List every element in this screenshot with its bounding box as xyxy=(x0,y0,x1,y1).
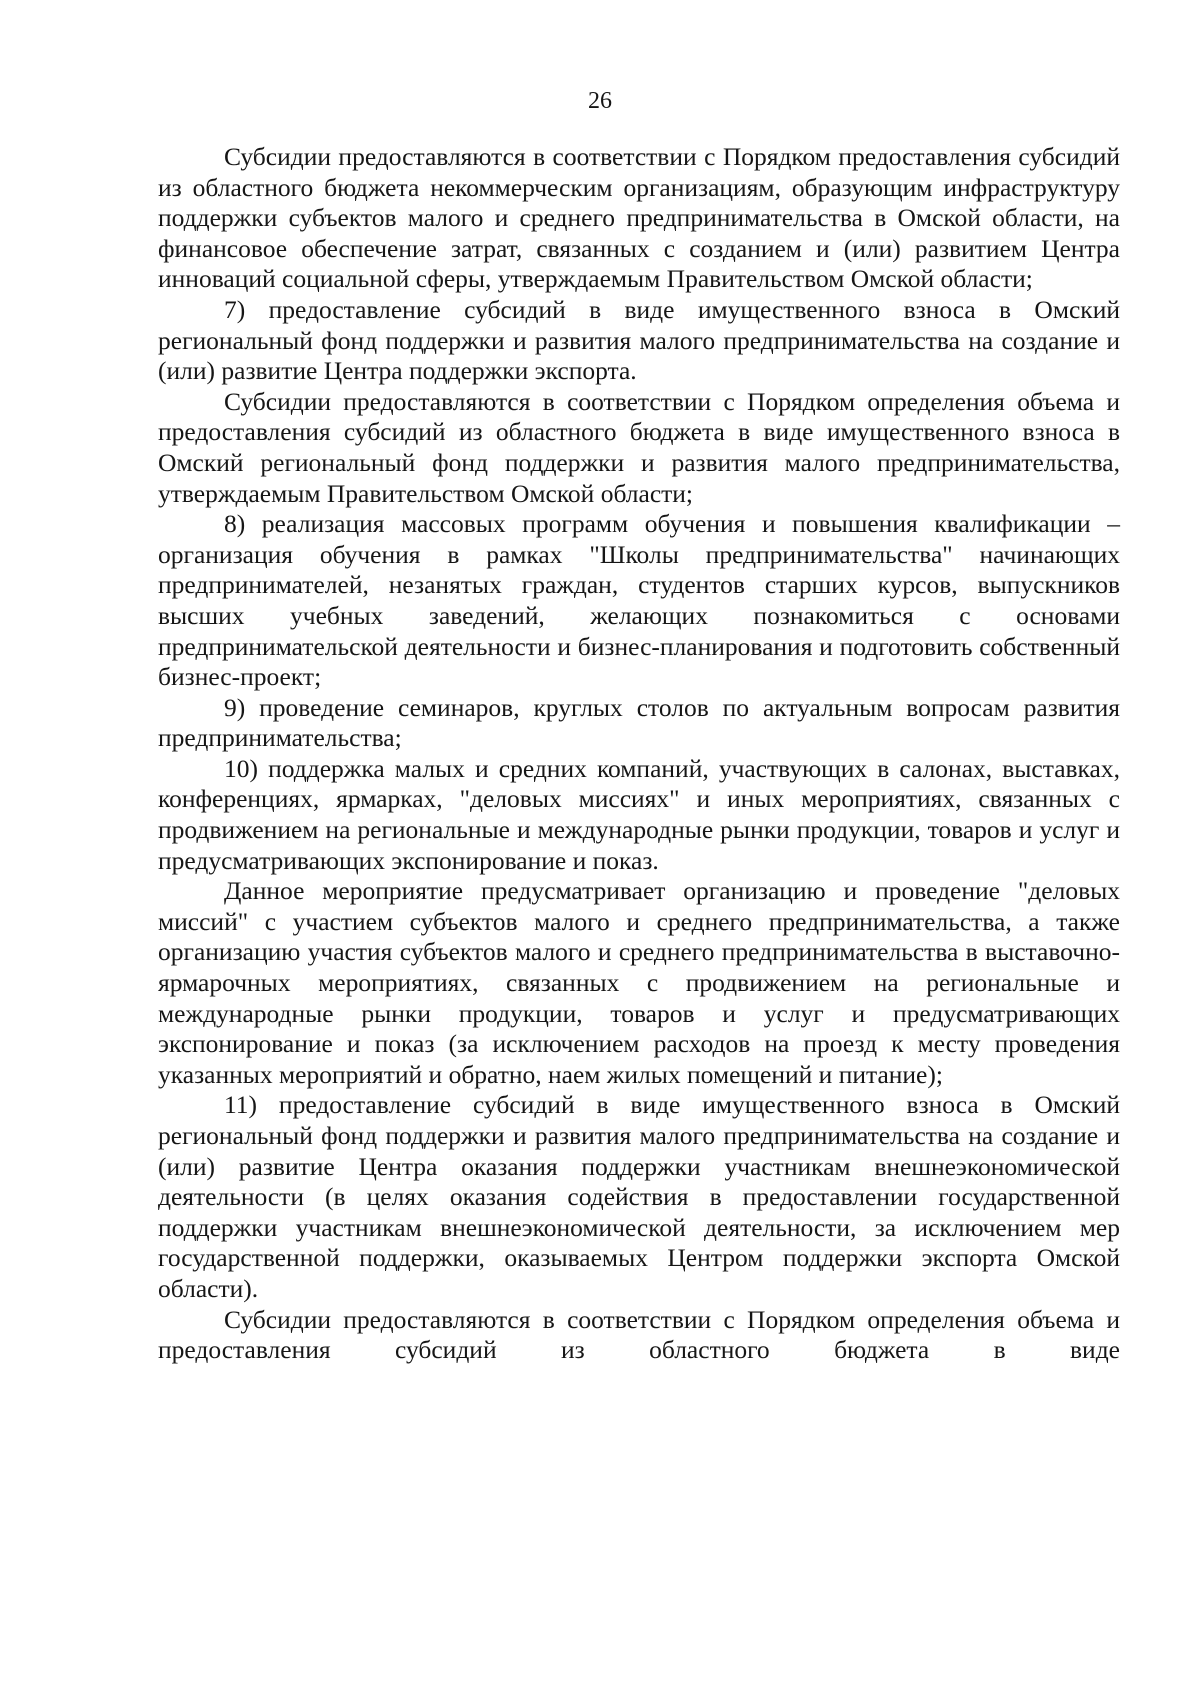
paragraph-subsidies-export-center: Субсидии предоставляются в соответствии с Порядком определения объема и предоставления субсидий из областного бюджета в виде имущественного взноса в Омский региональный фонд поддержки и развития малого предпринимательства, утверждаемым Правительством Омской области; xyxy=(158,386,1120,508)
paragraph-item-10: 10) поддержка малых и средних компаний, участвующих в салонах, выставках, конференциях, ярмарках, "деловых миссиях" и иных мероприятиях, связанных с продвижением на региональные и международные рынки продукции, товаров и услуг и предусматривающих экспонирование и показ. xyxy=(158,753,1120,875)
paragraph-item-8: 8) реализация массовых программ обучения и повышения квалификации – организация обучения в рамках "Школы предпринимательства" начинающих предпринимателей, незанятых граждан, студентов старших курсов, выпускников высших учебных заведений, желающих познакомиться с основами предпринимательской деятельности и бизнес-планирования и подготовить собственный бизнес-проект; xyxy=(158,509,1120,692)
paragraph-subsidies-continued: Субсидии предоставляются в соответствии с Порядком определения объема и предоставления субсидий из областного бюджета в виде xyxy=(158,1304,1120,1365)
paragraph-item-11: 11) предоставление субсидий в виде имущественного взноса в Омский региональный фонд поддержки и развития малого предпринимательства на создание и (или) развитие Центра оказания поддержки участникам внешнеэкономической деятельности (в целях оказания содействия в предоставлении государственной поддержки участникам внешнеэкономической деятельности, за исключением мер государственной поддержки, оказываемых Центром поддержки экспорта Омской области). xyxy=(158,1090,1120,1303)
paragraph-item-7: 7) предоставление субсидий в виде имущественного взноса в Омский региональный фонд поддержки и развития малого предпринимательства на создание и (или) развитие Центра поддержки экспорта. xyxy=(158,294,1120,386)
paragraph-item-9: 9) проведение семинаров, круглых столов по актуальным вопросам развития предпринимательства; xyxy=(158,692,1120,753)
page-number: 26 xyxy=(588,88,612,114)
paragraph-subsidies-innovation-center: Субсидии предоставляются в соответствии с Порядком предоставления субсидий из областного бюджета некоммерческим организациям, образующим инфраструктуру поддержки субъектов малого и среднего предпринимательства в Омской области, на финансовое обеспечение затрат, связанных с созданием и (или) развитием Центра инноваций социальной сферы, утверждаемым Правительством Омской области; xyxy=(158,142,1120,294)
document-body xyxy=(158,142,1120,1366)
paragraph-business-missions: Данное мероприятие предусматривает организацию и проведение "деловых миссий" с участием субъектов малого и среднего предпринимательства, а также организацию участия субъектов малого и среднего предпринимательства в выставочно-ярмарочных мероприятиях, связанных с продвижением на региональные и международные рынки продукции, товаров и услуг и предусматривающих экспонирование и показ (за исключением расходов на проезд к месту проведения указанных мероприятий и обратно, наем жилых помещений и питание); xyxy=(158,876,1120,1089)
